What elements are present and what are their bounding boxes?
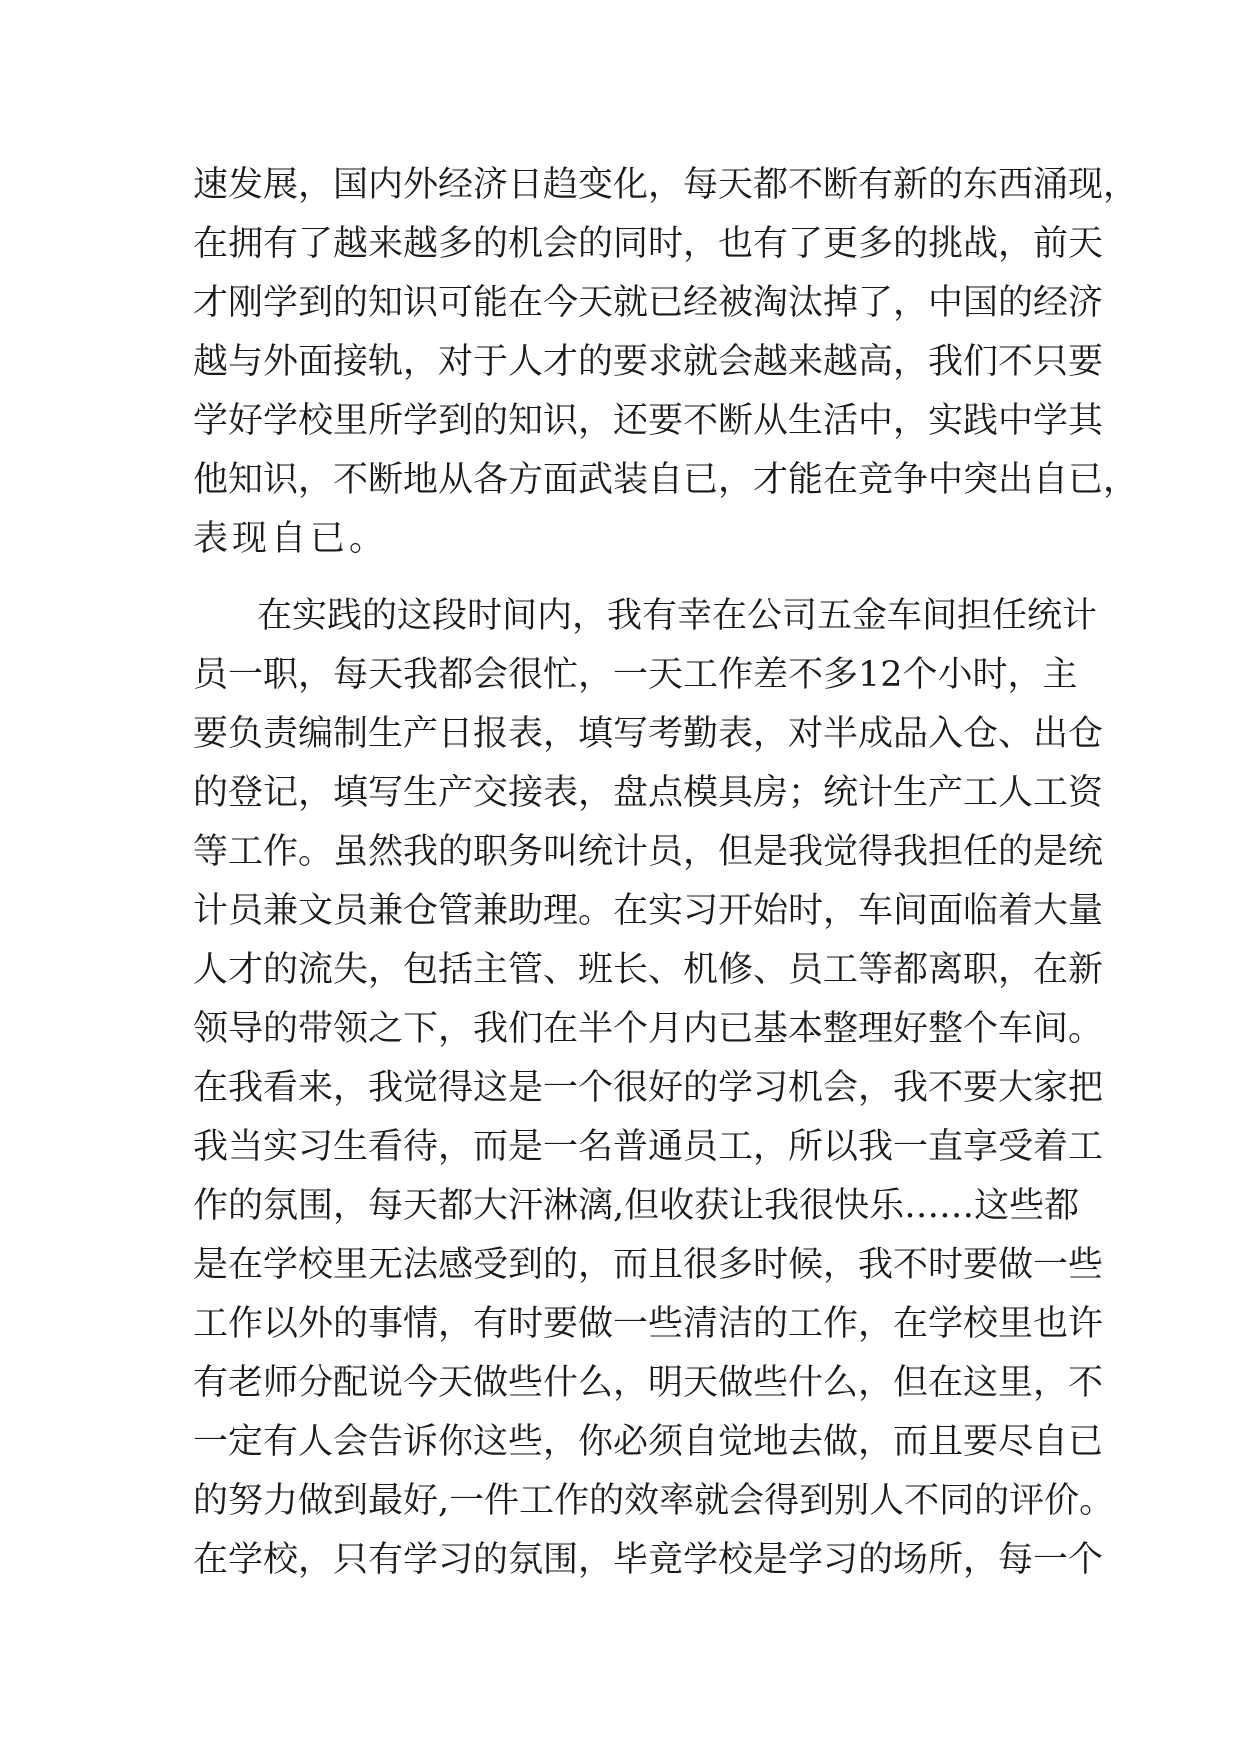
text-line: 等工作。虽然我的职务叫统计员，但是我觉得我担任的是统 <box>193 832 1104 872</box>
text-line: 学好学校里所学到的知识，还要不断从生活中，实践中学其 <box>193 401 1104 441</box>
text-line: 一定有人会告诉你这些，你必须自觉地去做，而且要尽自已 <box>193 1422 1104 1462</box>
paragraph-1 <box>193 156 1139 569</box>
paragraph-2 <box>193 587 1115 1590</box>
paragraph-gap <box>193 569 1053 587</box>
text-line: 人才的流失，包括主管、班长、机修、员工等都离职，在新 <box>193 950 1104 990</box>
text-line: 在学校，只有学习的氛围，毕竟学校是学习的场所，每一个 <box>193 1540 1104 1580</box>
text-line: 的努力做到最好,一件工作的效率就会得到别人不同的评价。 <box>193 1481 1115 1521</box>
text-line: 工作以外的事情，有时要做一些清洁的工作，在学校里也许 <box>193 1304 1104 1344</box>
text-line: 越与外面接轨，对于人才的要求就会越来越高，我们不只要 <box>193 342 1104 382</box>
text-line: 是在学校里无法感受到的，而且很多时候，我不时要做一些 <box>193 1245 1104 1285</box>
text-line: 在实践的这段时间内，我有幸在公司五金车间担任统计 <box>257 596 1098 636</box>
document-body <box>193 156 1139 1590</box>
text-line: 在拥有了越来越多的机会的同时，也有了更多的挑战，前天 <box>193 224 1104 264</box>
text-line: 才刚学到的知识可能在今天就已经被淘汰掉了，中国的经济 <box>193 283 1104 323</box>
text-line: 领导的带领之下，我们在半个月内已基本整理好整个车间。 <box>193 1009 1104 1049</box>
text-line: 计员兼文员兼仓管兼助理。在实习开始时，车间面临着大量 <box>193 891 1104 931</box>
text-line: 速发展，国内外经济日趋变化，每天都不断有新的东西涌现， <box>193 165 1139 205</box>
text-line: 员一职，每天我都会很忙，一天工作差不多12个小时，主 <box>193 655 1078 695</box>
text-line: 表现自已。 <box>193 519 389 559</box>
text-line: 我当实习生看待，而是一名普通员工，所以我一直享受着工 <box>193 1127 1104 1167</box>
text-line: 作的氛围，每天都大汗淋漓,但收获让我很快乐……这些都 <box>193 1186 1080 1226</box>
text-line: 的登记，填写生产交接表，盘点模具房；统计生产工人工资 <box>193 773 1104 813</box>
text-line: 要负责编制生产日报表，填写考勤表，对半成品入仓、出仓 <box>193 714 1104 754</box>
text-line: 他知识，不断地从各方面武装自已，才能在竞争中突出自已， <box>193 460 1139 500</box>
text-line: 有老师分配说今天做些什么，明天做些什么，但在这里，不 <box>193 1363 1104 1403</box>
text-line: 在我看来，我觉得这是一个很好的学习机会，我不要大家把 <box>193 1068 1104 1108</box>
